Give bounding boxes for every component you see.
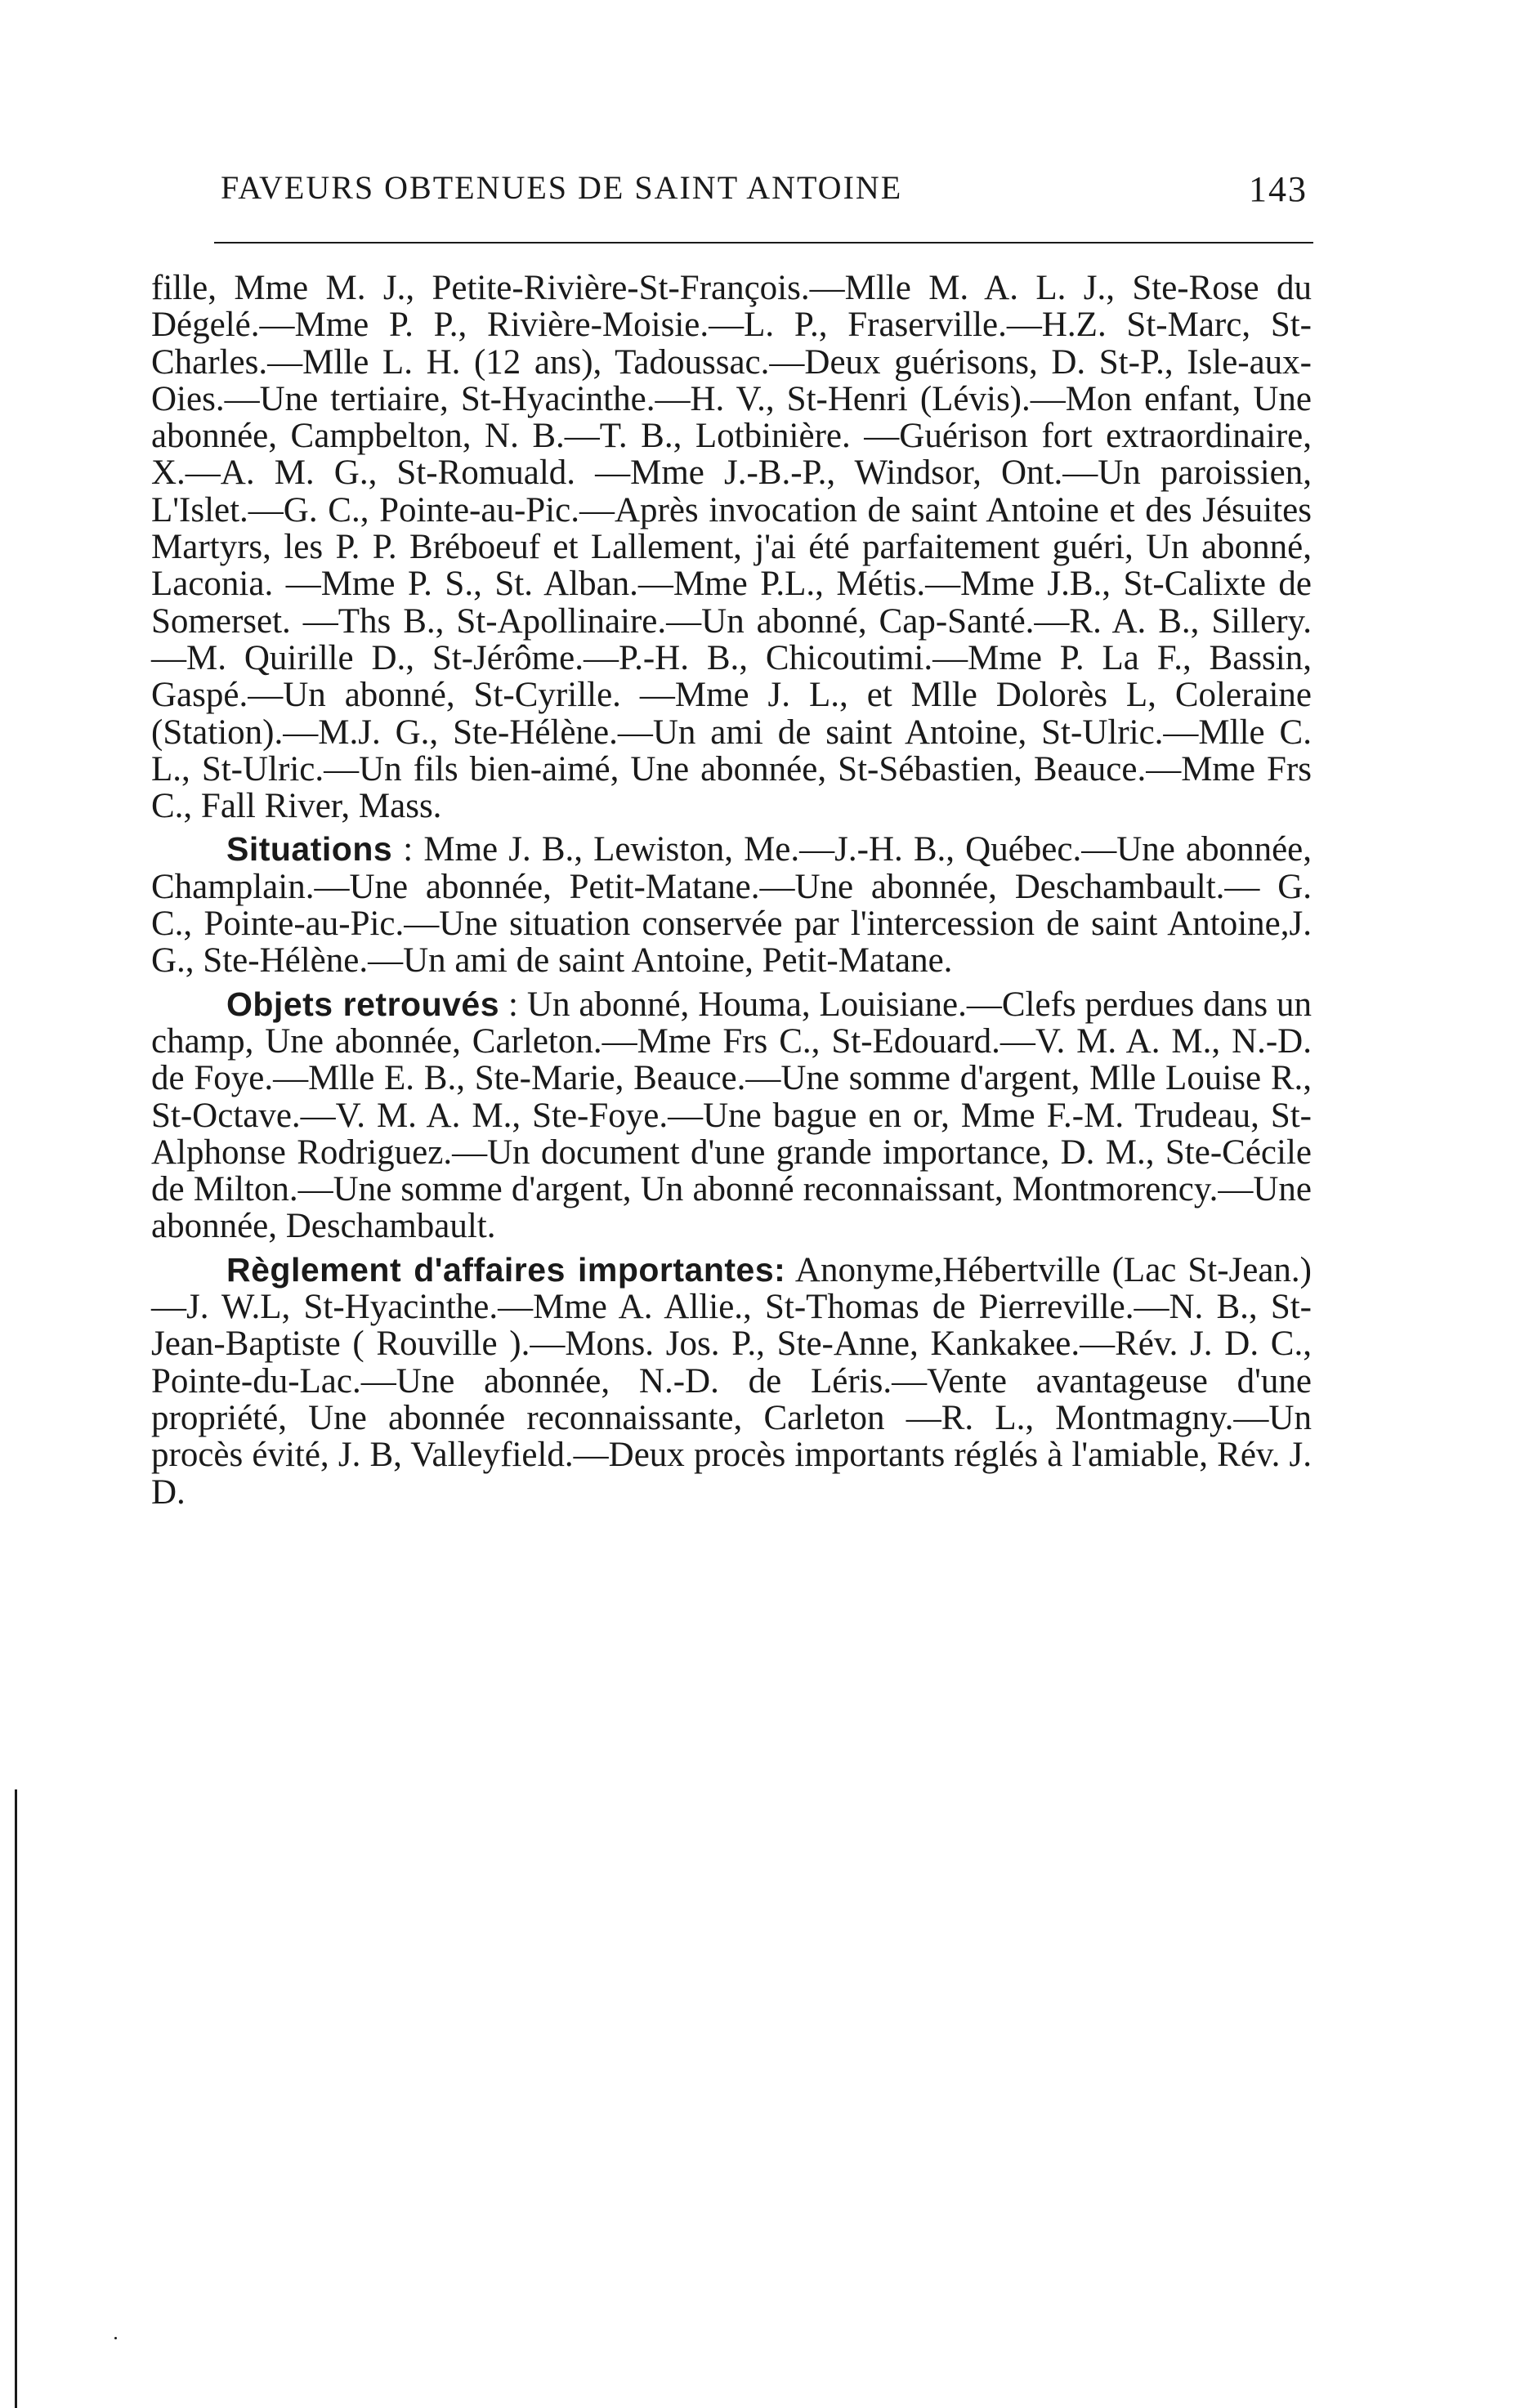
- page-body: [151, 270, 1312, 1511]
- running-head: [221, 168, 1308, 217]
- section-heading: Règlement d'affaires importantes:: [226, 1250, 786, 1289]
- section-heading: Situations: [226, 830, 393, 869]
- print-speck: [114, 2337, 117, 2339]
- section-heading: Objets retrouvés: [226, 985, 500, 1023]
- page-edge-line: [15, 1789, 17, 2408]
- section-text: Anonyme,Hébertville (Lac St-Jean.)—J. W.L, St-Hyacinthe.—Mme A. Allie., St-Thomas de Pierreville.—N. B., St-Jean-Baptiste ( Rouville ).—Mons. Jos. P., Ste-Anne, Kankakee.—Rév. J. D. C., Pointe-du-Lac.—Une abonnée, N.-D. de Léris.—Vente avantageuse d'une propriété, Une abonnée reconnaissante, Carleton —R. L., Montmagny.—Un procès évité, J. B, Valleyfield.—Deux procès importants réglés à l'amiable, Rév. J. D.: [151, 1250, 1312, 1512]
- section-text: : Un abonné, Houma, Louisiane.—Clefs perdues dans un champ, Une abonnée, Carleton.—Mme Frs C., St-Edouard.—V. M. A. M., N.-D. de Foye.—Mlle E. B., Ste-Marie, Beauce.—Une somme d'argent, Mlle Louise R., St-Octave.—V. M. A. M., Ste-Foye.—Une bague en or, Mme F.-M. Trudeau, St-Alphonse Rodriguez.—Un document d'une grande importance, D. M., Ste-Cécile de Milton.—Une somme d'argent, Un abonné reconnaissant, Montmorency.—Une abonnée, Deschambault.: [151, 985, 1312, 1246]
- section-objets-retrouves: [151, 986, 1312, 1245]
- running-title: FAVEURS OBTENUES DE SAINT ANTOINE: [221, 169, 903, 206]
- section-text: : Mme J. B., Lewiston, Me.—J.-H. B., Québec.—Une abonnée, Champlain.—Une abonnée, Petit-Matane.—Une abonnée, Deschambault.— G. C., Pointe-au-Pic.—Une situation conservée par l'intercession de saint Antoine,J. G., Ste-Hélène.—Un ami de saint Antoine, Petit-Matane.: [151, 830, 1312, 981]
- section-text: fille, Mme M. J., Petite-Rivière-St-François.—Mlle M. A. L. J., Ste-Rose du Dégelé.—Mme P. P., Rivière-Moisie.—L. P., Fraserville.—H.Z. St-Marc, St-Charles.—Mlle L. H. (12 ans), Tadoussac.—Deux guérisons, D. St-P., Isle-aux-Oies.—Une tertiaire, St-Hyacinthe.—H. V., St-Henri (Lévis).—Mon enfant, Une abonnée, Campbelton, N. B.—T. B., Lotbinière. —Guérison fort extraordinaire, X.—A. M. G., St-Romuald. —Mme J.-B.-P., Windsor, Ont.—Un paroissien, L'Islet.—G. C., Pointe-au-Pic.—Après invocation de saint Antoine et des Jésuites Martyrs, les P. P. Bréboeuf et Lallement, j'ai été parfaitement guéri, Un abonné, Laconia. —Mme P. S., St. Alban.—Mme P.L., Métis.—Mme J.B., St-Calixte de Somerset. —Ths B., St-Apollinaire.—Un abonné, Cap-Santé.—R. A. B., Sillery.—M. Quirille D., St-Jérôme.—P.-H. B., Chicoutimi.—Mme P. La F., Bassin, Gaspé.—Un abonné, St-Cyrille. —Mme J. L., et Mlle Dolorès L, Coleraine (Station).—M.J. G., Ste-Hélène.—Un ami de saint Antoine, St-Ulric.—Mlle C. L., St-Ulric.—Un fils bien-aimé, Une abonnée, St-Sébastien, Beauce.—Mme Frs C., Fall River, Mass.: [151, 269, 1312, 826]
- section-reglement-affaires: [151, 1252, 1312, 1511]
- section-continuation: [151, 270, 1312, 824]
- page-number: 143: [1249, 169, 1308, 209]
- header-rule: [214, 242, 1313, 243]
- section-situations: [151, 831, 1312, 979]
